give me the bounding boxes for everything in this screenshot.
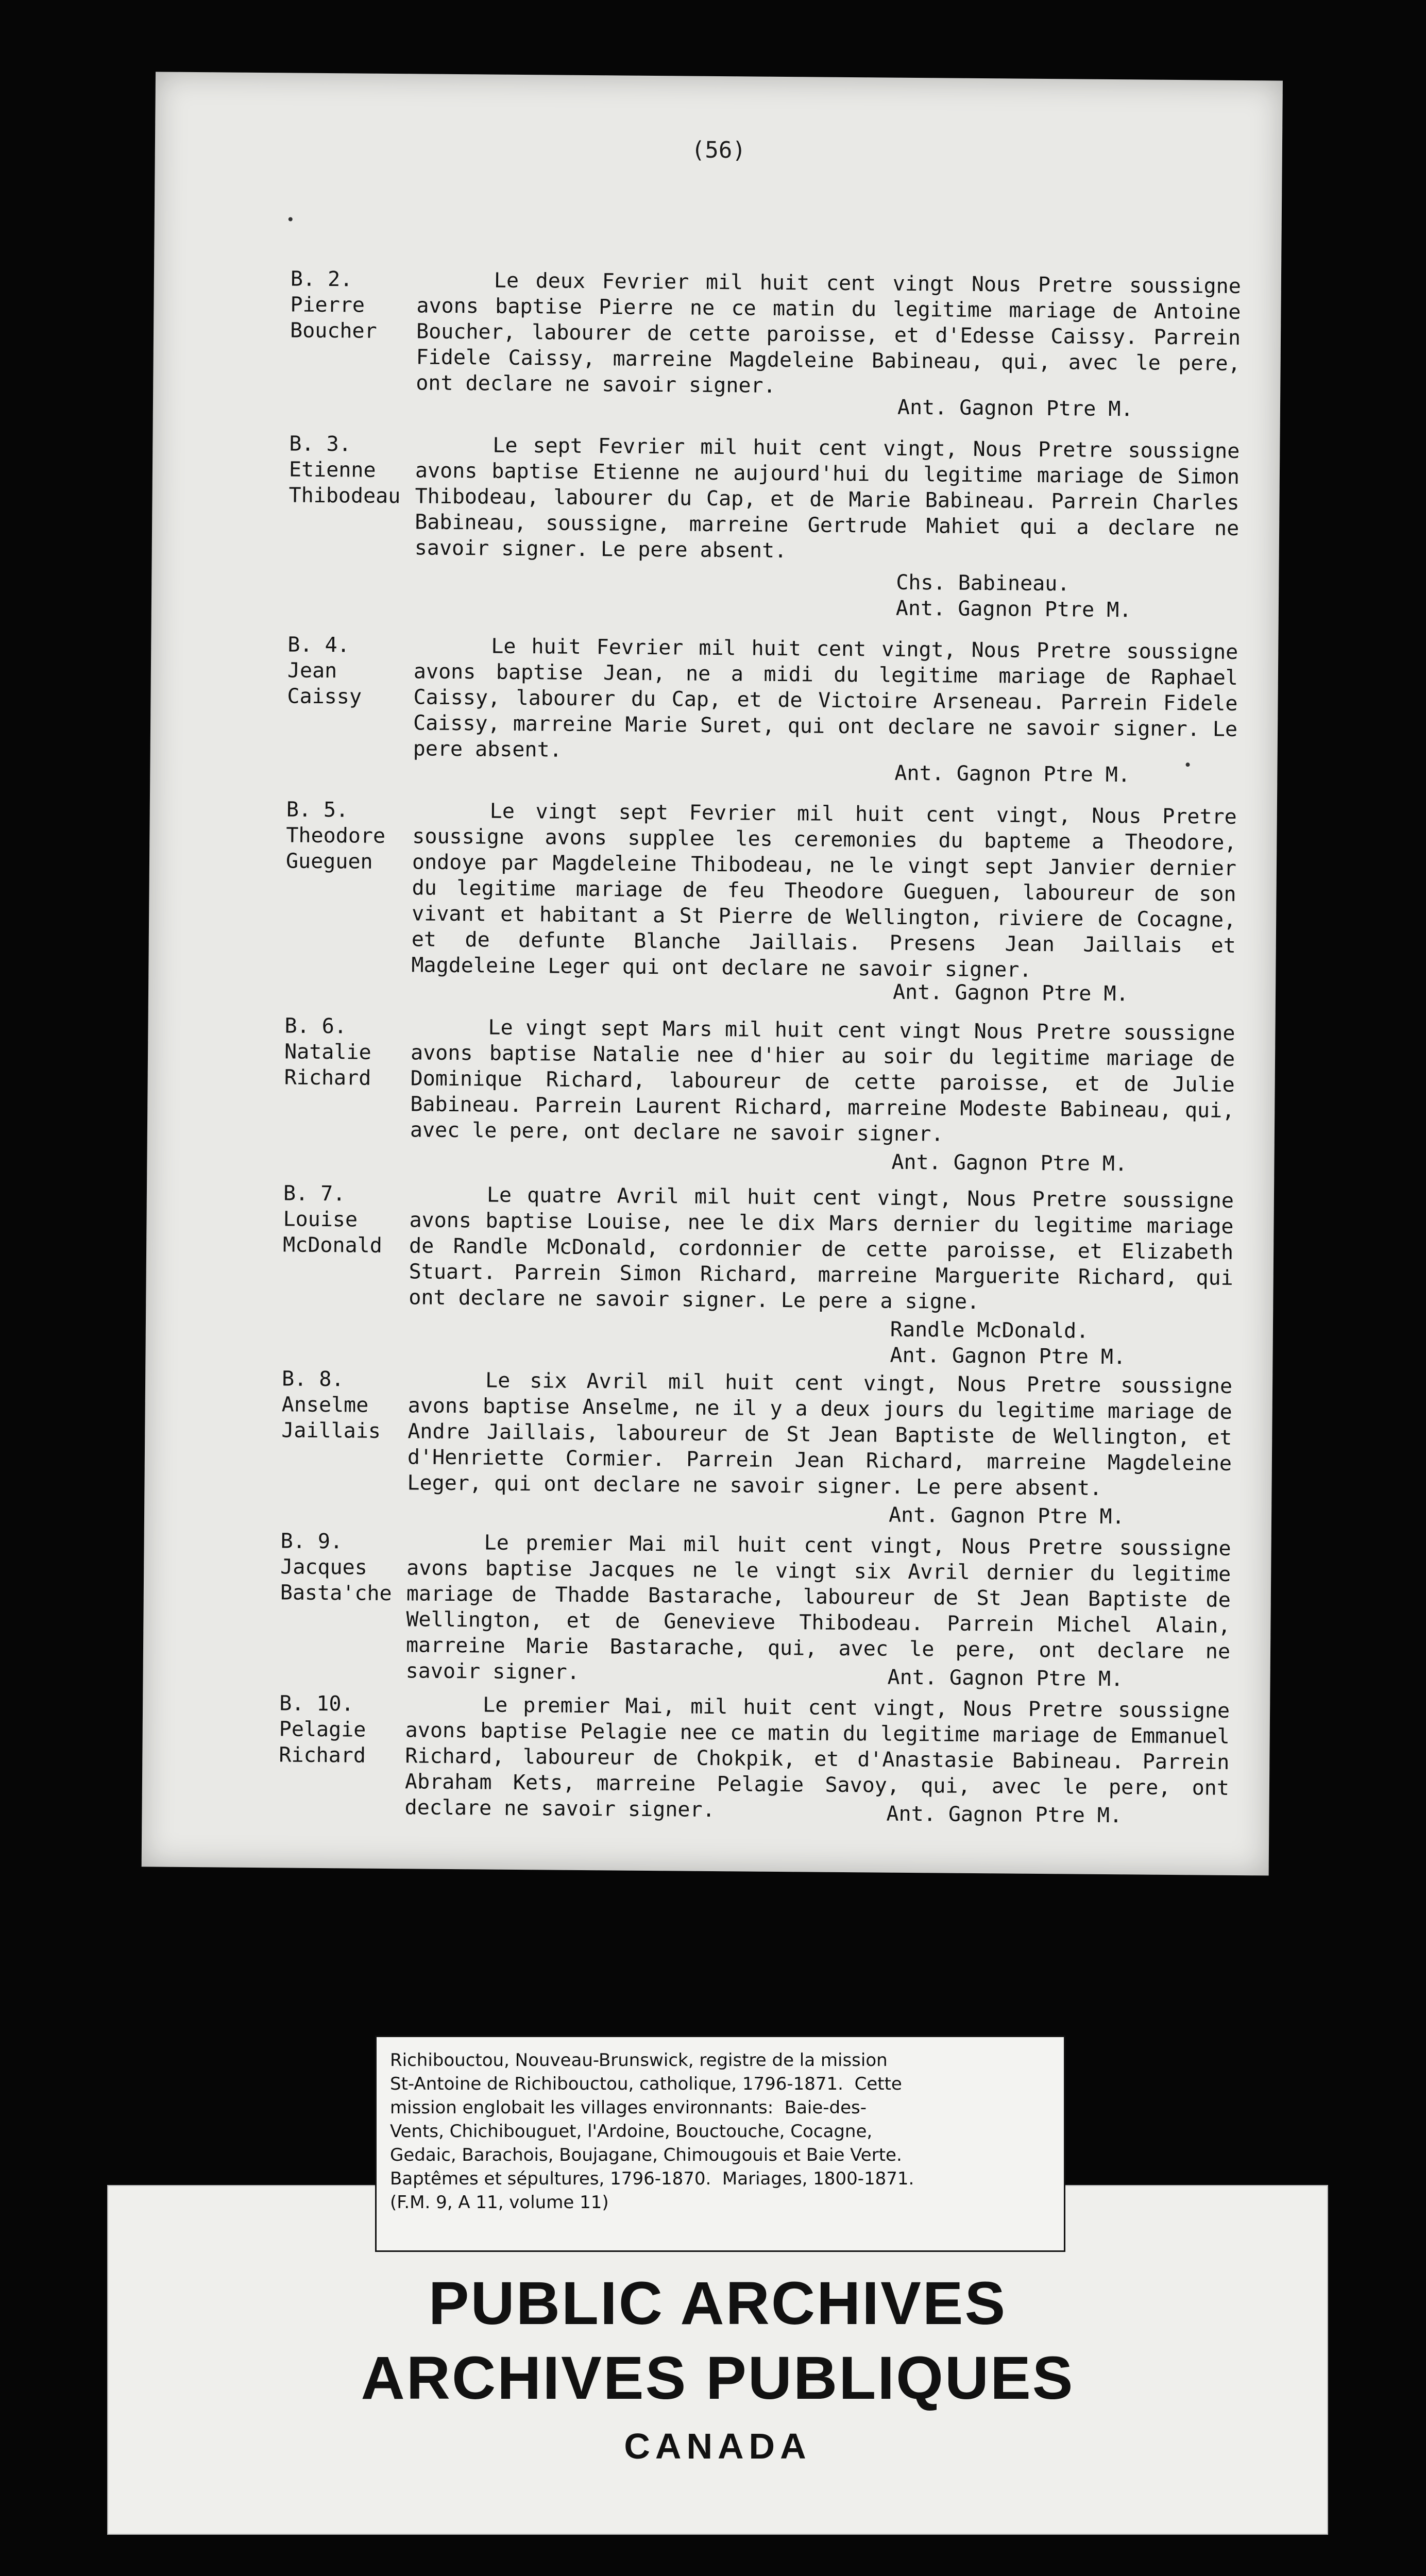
country-heading: CANADA xyxy=(624,2426,811,2466)
baptism-entry xyxy=(151,430,1280,639)
entry-label: B. 5. Theodore Gueguen xyxy=(285,798,386,874)
entry-label: B. 3. Etienne Thibodeau xyxy=(288,432,401,509)
entry-label: B. 6. Natalie Richard xyxy=(284,1014,371,1090)
entry-text: Le six Avril mil huit cent vingt, Nous Pretre soussigne avons baptise Anselme, ne il y a deux jours du legitime mariage de Andre Jaillais, laboureur de St Jean Baptiste de Wellington, et d'Henriette Cormier. Parrein Jean Richard, marreine Magdeleine Leger, qui ont declare ne savoir signer. Le pere absent. xyxy=(407,1368,1233,1500)
priest-signature: Ant. Gagnon Ptre M. xyxy=(888,1503,1125,1529)
baptism-entry xyxy=(150,631,1278,804)
baptism-entry xyxy=(142,1689,1270,1848)
baptism-entry xyxy=(144,1365,1272,1536)
priest-signature: Chs. Babineau. Ant. Gagnon Ptre M. xyxy=(895,570,1132,622)
baptism-entries xyxy=(142,265,1281,1848)
entry-text: Le deux Fevrier mil huit cent vingt Nous Pretre soussigne avons baptise Pierre ne ce matin du legitime mariage de Antoine Boucher, labourer de cette paroisse, et d'Edesse Caissy. Parrein Fidele Caissy, marreine Magdeleine Babineau, qui, avec le pere, ont declare ne savoir signer. xyxy=(416,268,1242,398)
slip-line: Gedaic, Barachois, Boujagane, Chimougouis et Baie Verte. xyxy=(390,2145,902,2165)
baptism-entry xyxy=(143,1527,1271,1698)
slip-line: Richibouctou, Nouveau-Brunswick, registre de la mission xyxy=(390,2050,888,2071)
entry-text: Le vingt sept Fevrier mil huit cent vingt, Nous Pretre soussigne avons supplee les ceremonies du bapteme a Theodore, ondoye par Magdeleine Thibodeau, ne le vingt sept Janvier dernier du legitime mariage de feu Theodore Gueguen, laboureur de son vivant et habitant a St Pierre de Wellington, riviere de Cocagne, et de defunte Blanche Jaillais. Presens Jean Jaillais et Magdeleine Leger qui ont declare ne savoir signer. xyxy=(411,799,1237,982)
baptism-entry xyxy=(147,1012,1275,1188)
slip-line: mission englobait les villages environnants: Baie-des- xyxy=(390,2097,867,2118)
archive-identification-card xyxy=(107,2050,1326,2533)
slip-line: (F.M. 9, A 11, volume 11) xyxy=(390,2192,609,2213)
page-number: (56) xyxy=(691,137,746,164)
entry-text: Le huit Fevrier mil huit cent vingt, Nous Pretre soussigne avons baptise Jean, ne a midi du legitime mariage de Raphael Caissy, labourer du Cap, et de Victoire Arseneau. Parrein Fidele Caissy, marreine Marie Suret, qui ont declare ne savoir signer. Le pere absent. xyxy=(413,634,1238,762)
entry-label: B. 9. Jacques Basta'che xyxy=(280,1529,392,1606)
register-page xyxy=(142,72,1283,1875)
entry-label: B. 8. Anselme Jaillais xyxy=(281,1367,381,1443)
entry-text: Le vingt sept Mars mil huit cent vingt Nous Pretre soussigne avons baptise Natalie nee d'hier au soir du legitime mariage de Dominique Richard, laboureur de cette paroisse, et de Julie Babineau. Parrein Laurent Richard, marreine Modeste Babineau, qui, avec le pere, ont declare ne savoir signer. xyxy=(410,1015,1235,1146)
slip-line: St-Antoine de Richibouctou, catholique, 1796-1871. Cette xyxy=(390,2074,902,2094)
entry-label: B. 7. Louise McDonald xyxy=(282,1181,382,1258)
priest-signature: Ant. Gagnon Ptre M. xyxy=(886,1802,1123,1828)
collection-description-slip xyxy=(375,2036,1065,2252)
baptism-entry xyxy=(148,795,1277,1021)
entry-text: Le premier Mai mil huit cent vingt, Nous Pretre soussigne avons baptise Jacques ne le vingt six Avril dernier du legitime mariage de Thadde Bastarache, laboureur de St Jean Baptiste de Wellington, et de Genevieve Thibodeau. Parrein Michel Alain, marreine Marie Bastarache, qui, avec le pere, ont declare ne savoir signer. xyxy=(405,1531,1231,1684)
priest-signature: Ant. Gagnon Ptre M. xyxy=(891,1150,1128,1176)
priest-signature: Ant. Gagnon Ptre M. xyxy=(897,395,1133,421)
public-archives-heading: PUBLIC ARCHIVES xyxy=(428,2269,1007,2337)
priest-signature: Ant. Gagnon Ptre M. xyxy=(887,1665,1124,1691)
entry-text: Le premier Mai, mil huit cent vingt, Nous Pretre soussigne avons baptise Pelagie nee ce matin du legitime mariage de Emmanuel Richard, laboureur de Chokpik, et d'Anastasie Babineau. Parrein Abraham Kets, marreine Pelagie Savoy, qui, avec le pere, ont declare ne savoir signer. xyxy=(404,1693,1230,1822)
archives-publiques-heading: ARCHIVES PUBLIQUES xyxy=(361,2344,1075,2412)
entry-label: B. 4. Jean Caissy xyxy=(287,633,362,709)
baptism-entry xyxy=(153,265,1281,438)
entry-text: Le sept Fevrier mil huit cent vingt, Nous Pretre soussigne avons baptise Etienne ne aujourd'hui du legitime mariage de Simon Thibodeau, labourer du Cap, et de Marie Babineau. Parrein Charles Babineau, soussigne, marreine Gertrude Mahiet qui a declare ne savoir signer. Le pere absent. xyxy=(414,433,1240,563)
entry-text: Le quatre Avril mil huit cent vingt, Nous Pretre soussigne avons baptise Louise, nee le dix Mars dernier du legitime mariage de Randle McDonald, cordonnier de cette paroisse, et Elizabeth Stuart. Parrein Simon Richard, marreine Marguerite Richard, qui ont declare ne savoir signer. Le pere a signe. xyxy=(409,1183,1234,1314)
entry-label: B. 2. Pierre Boucher xyxy=(290,267,377,343)
priest-signature: Ant. Gagnon Ptre M. xyxy=(892,980,1129,1006)
paper-speck xyxy=(288,217,293,221)
baptism-entry xyxy=(145,1179,1274,1374)
priest-signature: Ant. Gagnon Ptre M. xyxy=(894,761,1131,787)
priest-signature: Randle McDonald. Ant. Gagnon Ptre M. xyxy=(890,1317,1126,1369)
slip-line: Vents, Chichibouguet, l'Ardoine, Bouctouche, Cocagne, xyxy=(390,2121,873,2142)
entry-label: B. 10. Pelagie Richard xyxy=(279,1691,366,1768)
slip-line: Baptêmes et sépultures, 1796-1870. Mariages, 1800-1871. xyxy=(390,2168,914,2189)
